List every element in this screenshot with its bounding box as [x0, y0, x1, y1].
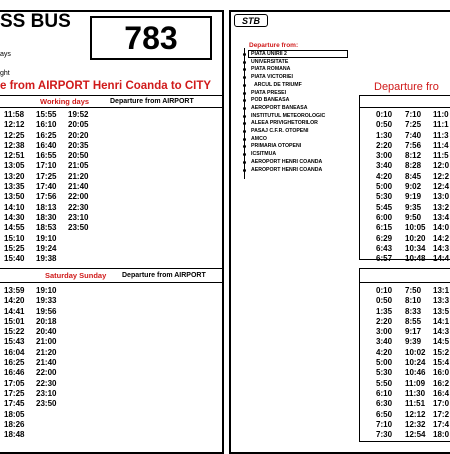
weekend-header-rule	[0, 282, 222, 283]
time-cell: 12:54	[405, 430, 426, 440]
route-number: 783	[124, 20, 178, 56]
time-cell: 22:00	[36, 368, 57, 378]
stb-logo-text: STB	[242, 16, 260, 26]
service-title: SS BUS	[0, 11, 71, 32]
time-cell: 14:3	[433, 327, 450, 337]
time-cell: 5:00	[376, 358, 393, 368]
stop-marker	[243, 169, 246, 172]
time-cell: 9:39	[405, 337, 422, 347]
time-cell: 7:10	[405, 110, 422, 119]
working-top-rule	[0, 95, 222, 96]
time-cell: 15:4	[433, 358, 450, 368]
weekend-top-rule	[0, 268, 222, 269]
time-cell: 11:0	[433, 110, 449, 119]
working-col-1	[4, 110, 24, 264]
time-cell: 6:43	[376, 243, 393, 253]
time-cell: 15:22	[4, 327, 25, 337]
stop-marker	[243, 84, 246, 87]
time-cell: 17:0	[433, 399, 450, 409]
table2-header-rule	[359, 282, 450, 283]
table1-header-rule	[359, 107, 450, 108]
time-cell: 15:55	[36, 110, 57, 119]
working-days-label: Working days	[40, 97, 90, 106]
time-cell: 18:05	[4, 409, 25, 419]
time-cell: 13:35	[4, 182, 25, 192]
table2-col-1	[376, 286, 392, 440]
time-cell: 10:46	[405, 368, 426, 378]
time-cell: 0:10	[376, 110, 393, 119]
info-line-2: ght	[0, 70, 10, 77]
time-cell: 12:32	[405, 419, 426, 429]
time-cell: 15:10	[4, 233, 25, 243]
time-cell: 23:10	[36, 388, 57, 398]
table1-col-3	[433, 110, 449, 264]
table1-col-1	[376, 110, 392, 264]
stop-name: AMCO	[251, 135, 267, 142]
time-cell: 0:10	[376, 286, 393, 295]
time-cell: 16:55	[36, 151, 57, 161]
stop-marker	[243, 161, 246, 164]
time-cell: 13:5	[433, 306, 450, 316]
weekend-col-2	[36, 286, 56, 410]
time-cell: 11:4	[433, 140, 449, 150]
time-cell: 21:00	[36, 337, 57, 347]
time-cell: 6:15	[376, 223, 393, 233]
time-cell: 6:29	[376, 233, 393, 243]
time-cell: 6:30	[376, 399, 393, 409]
time-cell: 14:41	[4, 306, 25, 316]
time-cell: 18:0	[433, 430, 450, 440]
time-cell: 19:56	[36, 306, 57, 316]
stop-name: AEROPORT HENRI COANDA	[251, 158, 323, 165]
time-cell: 13:0	[433, 192, 450, 202]
time-cell: 9:17	[405, 327, 422, 337]
stop-name: ARCUL DE TRIUMF	[254, 81, 302, 88]
time-cell: 14:2	[433, 233, 450, 243]
working-header-rule	[0, 107, 222, 108]
time-cell: 16:40	[36, 140, 57, 150]
time-cell: 18:53	[36, 223, 57, 233]
time-cell: 18:48	[4, 430, 25, 440]
time-cell: 16:25	[4, 358, 25, 368]
time-cell: 5:30	[376, 368, 393, 378]
time-cell: 16:0	[433, 368, 450, 378]
time-cell: 16:4	[433, 388, 450, 398]
time-cell: 10:48	[405, 254, 426, 264]
time-cell: 17:25	[4, 388, 25, 398]
time-cell: 10:05	[405, 223, 426, 233]
time-cell: 15:25	[4, 243, 25, 253]
time-cell: 16:25	[36, 130, 57, 140]
time-cell: 6:00	[376, 212, 393, 222]
time-cell: 13:1	[433, 286, 450, 295]
time-cell: 23:10	[68, 212, 89, 222]
time-cell: 14:3	[433, 243, 450, 253]
time-cell: 5:50	[376, 378, 393, 388]
time-cell: 2:20	[376, 140, 393, 150]
time-cell: 17:25	[36, 171, 57, 181]
stop-marker	[243, 61, 246, 64]
time-cell: 10:02	[405, 347, 426, 357]
stop-name: PASAJ C.F.R. OTOPENI	[251, 128, 309, 134]
time-cell: 5:30	[376, 192, 393, 202]
stb-logo	[234, 14, 268, 27]
stop-marker	[243, 107, 246, 110]
time-cell: 7:10	[376, 419, 393, 429]
time-cell: 13:3	[433, 296, 450, 306]
route-heading: e from AIRPORT Henri Coanda to CITY	[0, 80, 212, 92]
stop-name: PRIMARIA OTOPENI	[251, 143, 302, 150]
time-cell: 15:40	[4, 254, 25, 264]
time-cell: 8:45	[405, 171, 422, 181]
time-cell: 19:10	[36, 233, 57, 243]
stop-name: AEROPORT BANEASA	[251, 104, 308, 111]
time-cell: 14:20	[4, 296, 25, 306]
time-cell: 23:50	[68, 223, 89, 233]
time-cell: 3:40	[376, 337, 393, 347]
time-cell: 15:2	[433, 347, 450, 357]
working-departure-label: Departure from AIRPORT	[110, 98, 194, 105]
time-cell: 7:50	[405, 286, 422, 295]
stop-name: PIATA UNIRII 2	[251, 51, 287, 57]
time-cell: 4:20	[376, 171, 393, 181]
time-cell: 20:35	[68, 140, 89, 150]
time-cell: 16:2	[433, 378, 450, 388]
time-cell: 8:33	[405, 306, 422, 316]
time-cell: 13:20	[4, 171, 25, 181]
time-cell: 14:5	[433, 337, 450, 347]
time-cell: 9:50	[405, 212, 422, 222]
stop-name: ALEEA PRIVIGHETORILOR	[251, 120, 318, 127]
time-cell: 13:05	[4, 161, 25, 171]
stop-marker	[243, 115, 246, 118]
time-cell: 6:57	[376, 254, 393, 264]
weekend-departure-label: Departure from AIRPORT	[122, 272, 206, 279]
time-cell: 13:50	[4, 192, 25, 202]
time-cell: 12:12	[4, 120, 25, 130]
time-cell: 19:33	[36, 296, 57, 306]
stop-name: INSTITUTUL METEOROLOGIC	[251, 112, 326, 119]
time-cell: 21:40	[36, 358, 57, 368]
time-cell: 5:00	[376, 182, 393, 192]
table2-col-3	[433, 286, 449, 440]
time-cell: 8:28	[405, 161, 422, 171]
time-cell: 9:19	[405, 192, 422, 202]
time-cell: 6:50	[376, 409, 393, 419]
time-cell: 14:30	[4, 212, 25, 222]
time-cell: 22:00	[68, 192, 89, 202]
time-cell: 7:56	[405, 140, 422, 150]
left-timetable-panel	[0, 10, 224, 454]
time-cell: 12:2	[433, 171, 450, 181]
time-cell: 12:38	[4, 140, 25, 150]
time-cell: 3:00	[376, 327, 393, 337]
time-cell: 0:50	[376, 120, 393, 130]
time-cell: 18:13	[36, 202, 57, 212]
time-cell: 1:35	[376, 306, 393, 316]
time-cell: 2:20	[376, 316, 393, 326]
time-cell: 21:40	[68, 182, 89, 192]
time-cell: 19:24	[36, 243, 57, 253]
time-cell: 13:4	[433, 212, 450, 222]
time-cell: 13:59	[4, 286, 25, 295]
time-cell: 16:04	[4, 347, 25, 357]
time-cell: 16:46	[4, 368, 25, 378]
time-cell: 20:18	[36, 316, 57, 326]
time-cell: 22:30	[68, 202, 89, 212]
right-heading: Departure fro	[374, 81, 439, 93]
stop-name: UNIVERSITATE	[251, 58, 289, 65]
time-cell: 15:01	[4, 316, 25, 326]
stop-name: AEROPORT HENRI COANDA	[251, 166, 323, 173]
time-cell: 17:56	[36, 192, 57, 202]
stop-name: POD BANEASA	[251, 97, 290, 104]
stop-name: ICSITMUA	[251, 151, 277, 158]
time-cell: 12:4	[433, 182, 450, 192]
time-cell: 21:05	[68, 161, 89, 171]
time-cell: 18:30	[36, 212, 57, 222]
time-cell: 8:55	[405, 316, 422, 326]
time-cell: 17:4	[433, 419, 450, 429]
time-cell: 17:40	[36, 182, 57, 192]
time-cell: 11:5	[433, 151, 449, 161]
time-cell: 14:4	[433, 254, 450, 264]
time-cell: 14:1	[433, 316, 450, 326]
time-cell: 17:2	[433, 409, 450, 419]
route-number-box	[90, 16, 212, 60]
time-cell: 3:00	[376, 151, 393, 161]
time-cell: 5:45	[376, 202, 393, 212]
time-cell: 11:09	[405, 378, 426, 388]
stop-name: PIATA ROMANA	[251, 66, 291, 73]
time-cell: 14:10	[4, 202, 25, 212]
time-cell: 10:34	[405, 243, 426, 253]
time-cell: 12:12	[405, 409, 426, 419]
working-col-2	[36, 110, 56, 264]
working-col-3	[68, 110, 88, 234]
time-cell: 11:3	[433, 130, 449, 140]
time-cell: 8:12	[405, 151, 422, 161]
time-cell: 14:0	[433, 223, 450, 233]
stop-marker	[243, 130, 246, 133]
time-cell: 14:55	[4, 223, 25, 233]
stop-name: PIATA PRESEI	[251, 89, 287, 96]
time-cell: 10:24	[405, 358, 426, 368]
time-cell: 19:38	[36, 254, 57, 264]
time-cell: 10:20	[405, 233, 426, 243]
time-cell: 11:51	[405, 399, 426, 409]
time-cell: 7:30	[376, 430, 393, 440]
table1-col-2	[405, 110, 425, 264]
time-cell: 19:10	[36, 286, 57, 295]
time-cell: 0:50	[376, 296, 393, 306]
time-cell: 1:30	[376, 130, 393, 140]
time-cell: 9:02	[405, 182, 422, 192]
weekend-label: Saturday Sunday	[45, 271, 107, 280]
time-cell: 4:20	[376, 347, 393, 357]
time-cell: 6:10	[376, 388, 393, 398]
time-cell: 21:20	[68, 171, 89, 181]
time-cell: 19:52	[68, 110, 89, 119]
time-cell: 20:40	[36, 327, 57, 337]
table2-col-2	[405, 286, 425, 440]
time-cell: 20:20	[68, 130, 89, 140]
time-cell: 9:35	[405, 202, 422, 212]
stop-name: PIATA VICTORIEI	[251, 74, 293, 81]
time-cell: 17:45	[4, 399, 25, 409]
time-cell: 20:05	[68, 120, 89, 130]
weekend-col-1	[4, 286, 24, 440]
time-cell: 20:50	[68, 151, 89, 161]
time-cell: 21:20	[36, 347, 57, 357]
time-cell: 18:26	[4, 419, 25, 429]
time-cell: 23:50	[36, 399, 57, 409]
time-cell: 12:0	[433, 161, 450, 171]
info-line-1: ays	[0, 51, 11, 58]
time-cell: 7:40	[405, 130, 422, 140]
time-cell: 11:1	[433, 120, 449, 130]
time-cell: 22:30	[36, 378, 57, 388]
time-cell: 13:2	[433, 202, 450, 212]
stop-marker	[243, 53, 246, 56]
time-cell: 17:05	[4, 378, 25, 388]
departure-from-label: Departure from:	[249, 42, 299, 49]
time-cell: 12:51	[4, 151, 25, 161]
time-cell: 12:25	[4, 130, 25, 140]
time-cell: 7:25	[405, 120, 422, 130]
time-cell: 11:58	[4, 110, 25, 119]
time-cell: 8:10	[405, 296, 422, 306]
stop-marker	[243, 138, 246, 141]
time-cell: 17:10	[36, 161, 57, 171]
time-cell: 16:10	[36, 120, 57, 130]
time-cell: 3:40	[376, 161, 393, 171]
time-cell: 11:30	[405, 388, 426, 398]
stop-marker	[243, 92, 246, 95]
time-cell: 15:43	[4, 337, 25, 347]
